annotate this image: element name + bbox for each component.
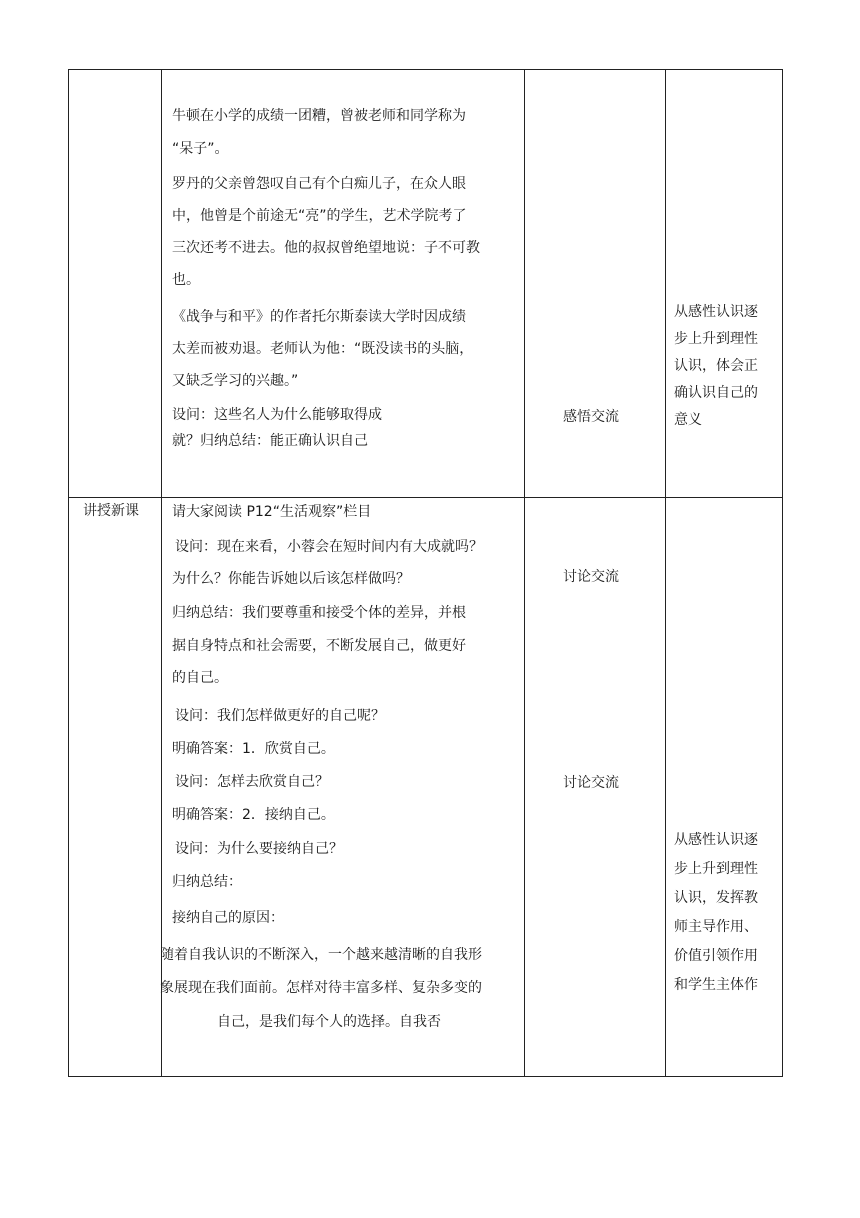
student-activity: 感悟交流 xyxy=(563,409,619,425)
content-line: 据自身特点和社会需要，不断发展自己，做更好 xyxy=(172,638,466,654)
content-line: 明确答案：2．接纳自己。 xyxy=(172,807,335,823)
content-line: 三次还考不进去。他的叔叔曾绝望地说：子不可教 xyxy=(172,240,480,256)
content-line: 归纳总结：我们要尊重和接受个体的差异，并根 xyxy=(172,605,466,621)
student-activity: 讨论交流 xyxy=(563,775,619,791)
content-line: 为什么？你能告诉她以后该怎样做吗？ xyxy=(172,571,410,587)
content-line: 自己，是我们每个人的选择。自我否 xyxy=(217,1014,441,1030)
content-line: 设问：我们怎样做更好的自己呢？ xyxy=(175,708,385,724)
section-label: 讲授新课 xyxy=(83,503,139,519)
content-line: 又缺乏学习的兴趣。” xyxy=(172,373,299,389)
content-line: 罗丹的父亲曾怨叹自己有个白痴儿子，在众人眼 xyxy=(172,176,466,192)
content-line: 中，他曾是个前途无“亮”的学生，艺术学院考了 xyxy=(172,208,467,224)
content-line: 明确答案：1．欣赏自己。 xyxy=(172,741,335,757)
content-line: 设问：怎样去欣赏自己？ xyxy=(175,774,329,790)
content-line: 请大家阅读 P12“生活观察”栏目 xyxy=(172,504,372,520)
content-line: 设问：现在来看，小蓉会在短时间内有大成就吗？ xyxy=(175,539,483,555)
content-line: 归纳总结： xyxy=(172,874,242,890)
content-line: 设问：这些名人为什么能够取得成 xyxy=(172,407,382,423)
content-line: 象展现在我们面前。怎样对待丰富多样、复杂多变的 xyxy=(160,980,482,996)
content-line: “呆子”。 xyxy=(172,141,229,157)
design-intent-line: 师主导作用、 xyxy=(674,919,758,935)
design-intent-line: 从感性认识逐 xyxy=(674,832,758,848)
content-line: 接纳自己的原因： xyxy=(172,910,284,926)
design-intent-line: 和学生主体作 xyxy=(674,977,758,993)
content-line: 随着自我认识的不断深入，一个越来越清晰的自我形 xyxy=(160,947,482,963)
content-line: 就？归纳总结：能正确认识自己 xyxy=(172,433,368,449)
column-divider xyxy=(161,70,162,1076)
column-divider xyxy=(524,70,525,1076)
design-intent-line: 步上升到理性 xyxy=(674,861,758,877)
row-divider xyxy=(69,497,782,498)
design-intent-line: 认识，体会正 xyxy=(674,358,758,374)
content-line: 的自己。 xyxy=(172,670,228,686)
design-intent-line: 从感性认识逐 xyxy=(674,304,758,320)
design-intent-line: 确认识自己的 xyxy=(674,385,758,401)
design-intent-line: 认识，发挥教 xyxy=(674,890,758,906)
column-divider xyxy=(665,70,666,1076)
content-line: 太差而被劝退。老师认为他：“既没读书的头脑， xyxy=(172,341,474,357)
design-intent-line: 价值引领作用 xyxy=(674,948,758,964)
design-intent-line: 步上升到理性 xyxy=(674,331,758,347)
content-line: 牛顿在小学的成绩一团糟，曾被老师和同学称为 xyxy=(172,108,466,124)
content-line: 设问：为什么要接纳自己？ xyxy=(175,841,343,857)
content-line: 《战争与和平》的作者托尔斯泰读大学时因成绩 xyxy=(172,309,466,325)
content-line: 也。 xyxy=(172,272,200,288)
student-activity: 讨论交流 xyxy=(563,569,619,585)
design-intent-line: 意义 xyxy=(674,412,702,428)
